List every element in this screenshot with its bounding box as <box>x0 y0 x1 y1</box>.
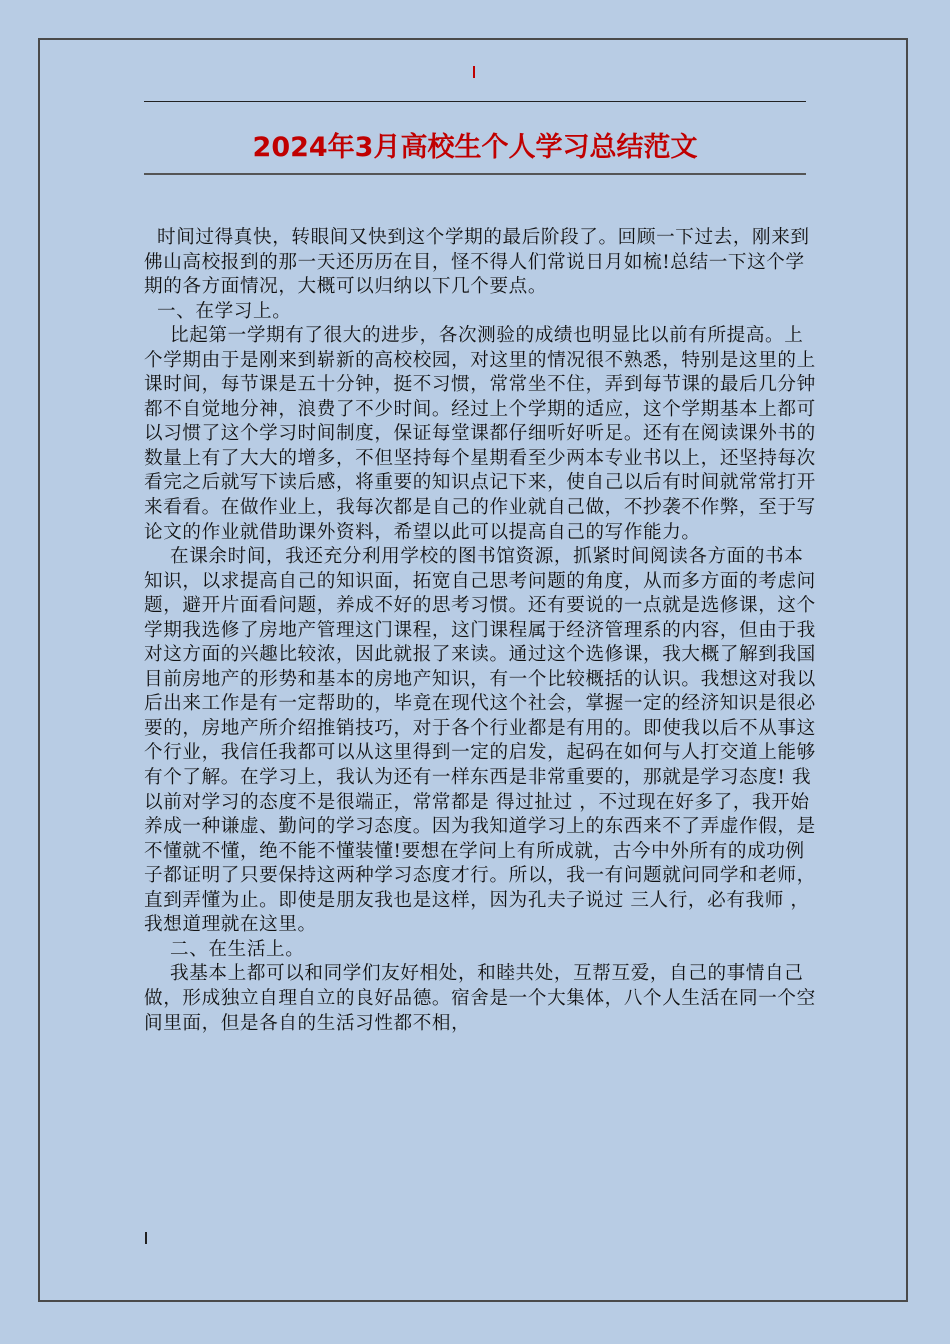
document-title: 2024年3月高校生个人学习总结范文 <box>252 132 698 163</box>
header-mark <box>473 66 475 78</box>
paragraph-life: 我基本上都可以和同学们友好相处，和睦共处，互帮互爱，自己的事情自己做，形成独立自理自立的良好品德。宿舍是一个大集体，八个人生活在同一个空间里面，但是各自的生活习性都不相， <box>144 963 816 1034</box>
document-body <box>144 226 820 1036</box>
section-heading-study: 一、在学习上。 <box>144 300 292 322</box>
paragraph-study-progress: 比起第一学期有了很大的进步，各次测验的成绩也明显比以前有所提高。上个学期由于是刚来到崭新的高校校园，对这里的情况很不熟悉，特别是这里的上课时间，每节课是五十分钟，挺不习惯，常常坐不住，弄到每节课的最后几分钟都不自觉地分神，浪费了不少时间。经过上个学期的适应，这个学期基本上都可以习惯了这个学习时间制度，保证每堂课都仔细听好听足。还有在阅读课外书的数量上有了大大的增多，不但坚持每个星期看至少两本专业书以上，还坚持每次看完之后就写下读后感，将重要的知识点记下来，使自己以后有时间就常常打开来看看。在做作业上，我每次都是自己的作业就自己做，不抄袭不作弊，至于写论文的作业就借助课外资料，希望以此可以提高自己的写作能力。 <box>144 325 816 543</box>
footer-mark <box>145 1232 147 1244</box>
paragraph-extracurricular: 在课余时间，我还充分利用学校的图书馆资源，抓紧时间阅读各方面的书本知识，以求提高自己的知识面，拓宽自己思考问题的角度，从而多方面的考虑问题，避开片面看问题，养成不好的思考习惯。还有要说的一点就是选修课，这个学期我选修了房地产管理这门课程，这门课程属于经济管理系的内容，但由于我对这方面的兴趣比较浓，因此就报了来读。通过这个选修课，我大概了解到我国目前房地产的形势和基本的房地产知识，有一个比较概括的认识。我想这对我以后出来工作是有一定帮助的，毕竟在现代这个社会，掌握一定的经济知识是很必要的，房地产所介绍推销技巧，对于各个行业都是有用的。即使我以后不从事这个行业，我信任我都可以从这里得到一定的启发，起码在如何与人打交道上能够有个了解。在学习上，我认为还有一样东西是非常重要的，那就是学习态度! 我以前对学习的态度不是很端正，常常都是 得过扯过 ，不过现在好多了，我开始养成一种谦虚、勤问的学习态度。因为我知道学习上的东西来不了弄虚作假，是不懂就不懂，绝不能不懂装懂!要想在学问上有所成就，古今中外所有的成功例子都证明了只要保持这两种学习态度才行。所以，我一有问题就问同学和老师，直到弄懂为止。即使是朋友我也是这样，因为孔夫子说过 三人行，必有我师 ，我想道理就在这里。 <box>144 546 816 936</box>
paragraph-intro: 时间过得真快，转眼间又快到这个学期的最后阶段了。回顾一下过去，刚来到佛山高校报到的那一天还历历在目，怪不得人们常说日月如梳!总结一下这个学期的各方面情况，大概可以归纳以下几个要点。 <box>144 227 810 298</box>
header-rule <box>144 101 806 102</box>
section-heading-life: 二、在生活上。 <box>144 938 305 960</box>
title-rule <box>144 173 806 175</box>
